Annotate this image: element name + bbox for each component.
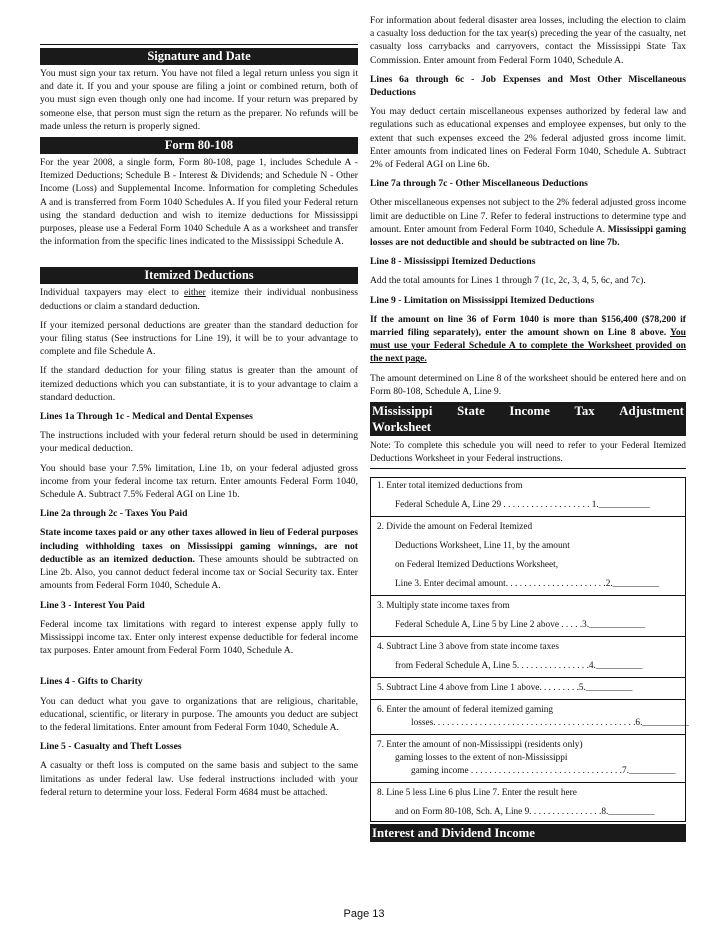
itemized-deductions-heading: Itemized Deductions: [40, 267, 358, 284]
worksheet-line-3a: 3. Multiply state income taxes from: [377, 601, 510, 612]
interest-dividend-heading: Interest and Dividend Income: [370, 824, 686, 842]
itemized-paragraph-3: If the standard deduction for your filing status is greater than the amount of itemized deductions which you can substantiate, it is to your advantage to claim a standard deduction.: [40, 365, 358, 403]
line-8-heading: Line 8 - Mississippi Itemized Deductions: [370, 256, 536, 268]
line-2-paragraph: State income taxes paid or any other taxes allowed in lieu of Federal purposes including withholding taxes on Mississippi gaming winnings, are not deductible as an itemized deduction. These amounts should be subtracted on Line 2b. Also, you cannot deduct federal income tax or Social Security tax. Enter amounts from Federal Form 1040, Schedule A.: [40, 527, 358, 592]
line-7-paragraph: Other miscellaneous expenses not subject to the 2% federal adjusted gross income limit are deductible on Line 7. Refer to federal instructions to determine type and amount. Enter amount from Federal Form 1040, Schedule A. Mississippi gaming losses are not deductible and should be subtracted on line 7b.: [370, 197, 686, 249]
worksheet-line-4a: 4. Subtract Line 3 above from state income taxes: [377, 642, 560, 653]
line-3-heading: Line 3 - Interest You Paid: [40, 599, 145, 611]
worksheet-line-2c: on Federal Itemized Deductions Worksheet,: [395, 560, 559, 571]
line-7-heading: Line 7a through 7c - Other Miscellaneous Deductions: [370, 178, 588, 190]
worksheet-line-7c: gaming income . . . . . . . . . . . . . . . . . . . . . . . . . . . . . . . . .7.__________: [411, 766, 676, 777]
itemized-paragraph-2: If your itemized personal deductions are greater than the standard deduction for your filing status (See instructions for Line 19), it will be to your advantage to complete and file Schedule A.: [40, 319, 358, 358]
line-1-paragraph-2: You should base your 7.5% limitation, Line 1b, on your federal adjusted gross income from your federal income tax return. Enter amounts Federal Form 1040, Schedule A. Subtract 7.5% Federal AGI on Line 1b.: [40, 462, 358, 501]
worksheet-line-8a: 8. Line 5 less Line 6 plus Line 7. Enter the result here: [377, 788, 577, 799]
line-9-heading: Line 9 - Limitation on Mississippi Itemized Deductions: [370, 294, 595, 306]
worksheet-line-2a: 2. Divide the amount on Federal Itemized: [377, 522, 533, 533]
line-1-heading: Lines 1a Through 1c - Medical and Dental Expenses: [40, 411, 253, 423]
line-9-paragraph-2: The amount determined on Line 8 of the worksheet should be entered here and on Form 80-108, Schedule A, Line 9.: [370, 372, 686, 397]
worksheet-line-5: 5. Subtract Line 4 above from Line 1 above. . . . . . . . .5.__________: [377, 683, 633, 694]
line-8-paragraph: Add the total amounts for Lines 1 through 7 (1c, 2c, 3, 4, 5, 6c, and 7c).: [370, 275, 646, 287]
worksheet-line-3b: Federal Schedule A, Line 5 by Line 2 above . . . . .3.____________: [395, 620, 645, 631]
itemized-paragraph-1: Individual taxpayers may elect to either itemize their individual nonbusiness deductions or claim a standard deduction.: [40, 287, 358, 312]
line-6-paragraph: You may deduct certain miscellaneous expenses authorized by federal law and regulations such as educational expenses and employee expenses, but only to the extent that such expenses exceed the 2% federal adjusted gross income limit. Enter amounts from indicated lines on Federal Form 1040, Schedule A. Subtract 2% of Federal AGI on Line 6b.: [370, 106, 686, 171]
worksheet-line-6b: losses. . . . . . . . . . . . . . . . . . . . . . . . . . . . . . . . . . . . . . . . . . . .6.__________: [411, 718, 689, 729]
worksheet-line-8b: and on Form 80-108, Sch. A, Line 9. . . . . . . . . . . . . . . .8.__________: [395, 807, 655, 818]
worksheet-heading: Mississippi State Income Tax Adjustment Worksheet: [370, 402, 686, 436]
page-number: Page 13: [343, 908, 385, 920]
worksheet-line-4b: from Federal Schedule A, Line 5. . . . . . . . . . . . . . . .4.__________: [395, 661, 643, 672]
signature-heading: Signature and Date: [40, 48, 358, 65]
worksheet-line-7a: 7. Enter the amount of non-Mississippi (residents only): [377, 740, 583, 751]
line-3-paragraph: Federal income tax limitations with regard to interest expense apply fully to Mississippi income tax. Enter only interest expense deductible for federal income tax purposes. Enter amount from Federal Form 1040, Schedule A.: [40, 618, 358, 657]
worksheet-line-2b: Deductions Worksheet, Line 11, by the amount: [395, 541, 570, 552]
line-1-paragraph-1: The instructions included with your federal return should be used in determining your medical deduction.: [40, 430, 358, 455]
worksheet-line-1b: Federal Schedule A, Line 29 . . . . . . . . . . . . . . . . . . . 1.___________: [395, 500, 650, 511]
worksheet-note: Note: To complete this schedule you will need to refer to your Federal Itemized Deductions Worksheet in your Federal instructions.: [370, 440, 686, 469]
worksheet-line-6a: 6. Enter the amount of federal itemized gaming: [377, 705, 554, 716]
form-80-108-heading: Form 80-108: [40, 137, 358, 154]
casualty-intro: For information about federal disaster area losses, including the election to claim a casualty loss deduction for the tax year(s) preceding the year of the casualty, net casualty loss carrybacks and carryovers, contact the Mississippi State Tax Commission. Enter amount from Federal Form 1040, Schedule A.: [370, 15, 686, 66]
line-5-heading: Line 5 - Casualty and Theft Losses: [40, 741, 182, 753]
line-2-heading: Line 2a through 2c - Taxes You Paid: [40, 508, 188, 520]
line-6-heading: Lines 6a through 6c - Job Expenses and Most Other Miscellaneous Deductions: [370, 73, 686, 99]
worksheet-line-2d: Line 3. Enter decimal amount. . . . . . . . . . . . . . . . . . . . . .2.__________: [395, 579, 660, 590]
right-column: [370, 14, 689, 846]
signature-text: You must sign your tax return. You have not filed a legal return unless you sign it and date it. If you and your spouse are filing a joint or combined return, both of you must sign even though only one had income. If your return was prepared by someone else, that person must sign the return as the preparer. No refunds will be made unless the return is properly signed.: [40, 68, 358, 132]
worksheet-line-1a: 1. Enter total itemized deductions from: [377, 481, 523, 492]
line-5-paragraph: A casualty or theft loss is computed on the same basis and subject to the same limitations as under federal law. Use federal instructions included with your federal return to determine your loss. Federal Form 4684 must be attached.: [40, 760, 358, 798]
line-4-paragraph: You can deduct what you gave to organizations that are religious, charitable, educational, scientific, or literary in purpose. The amounts you deduct are subject to the federal limitations. Enter amount from Federal Form 1040, Schedule A.: [40, 695, 358, 733]
line-9-paragraph-1: If the amount on line 36 of Form 1040 is more than $156,400 ($78,200 if married filing separately), enter the amount shown on Line 8 above. You must use your Federal Schedule A to complete the Worksheet provided on the next page.: [370, 313, 686, 365]
worksheet-line-7b: gaming losses to the extent of non-Mississippi: [395, 753, 568, 764]
form-80-108-text: For the year 2008, a single form, Form 80-108, page 1, includes Schedule A - Itemized Deductions; Schedule B - Interest & Dividends; and Schedule N - Other Income (Loss) and Supplemental Income. Information for completing Schedules A and is transferred from Form 1040 Schedules A. If you filed your Federal return using the standard deduction and wish to itemize deductions for Mississippi purposes, please use a Federal Form 1040 Schedule A as a worksheet and transfer the information from the specific lines indicated to the Mississippi Schedule A.: [40, 157, 358, 248]
left-column: [40, 14, 358, 799]
line-4-heading: Lines 4 - Gifts to Charity: [40, 676, 143, 688]
worksheet-box: [370, 477, 689, 822]
divider: [40, 44, 358, 45]
